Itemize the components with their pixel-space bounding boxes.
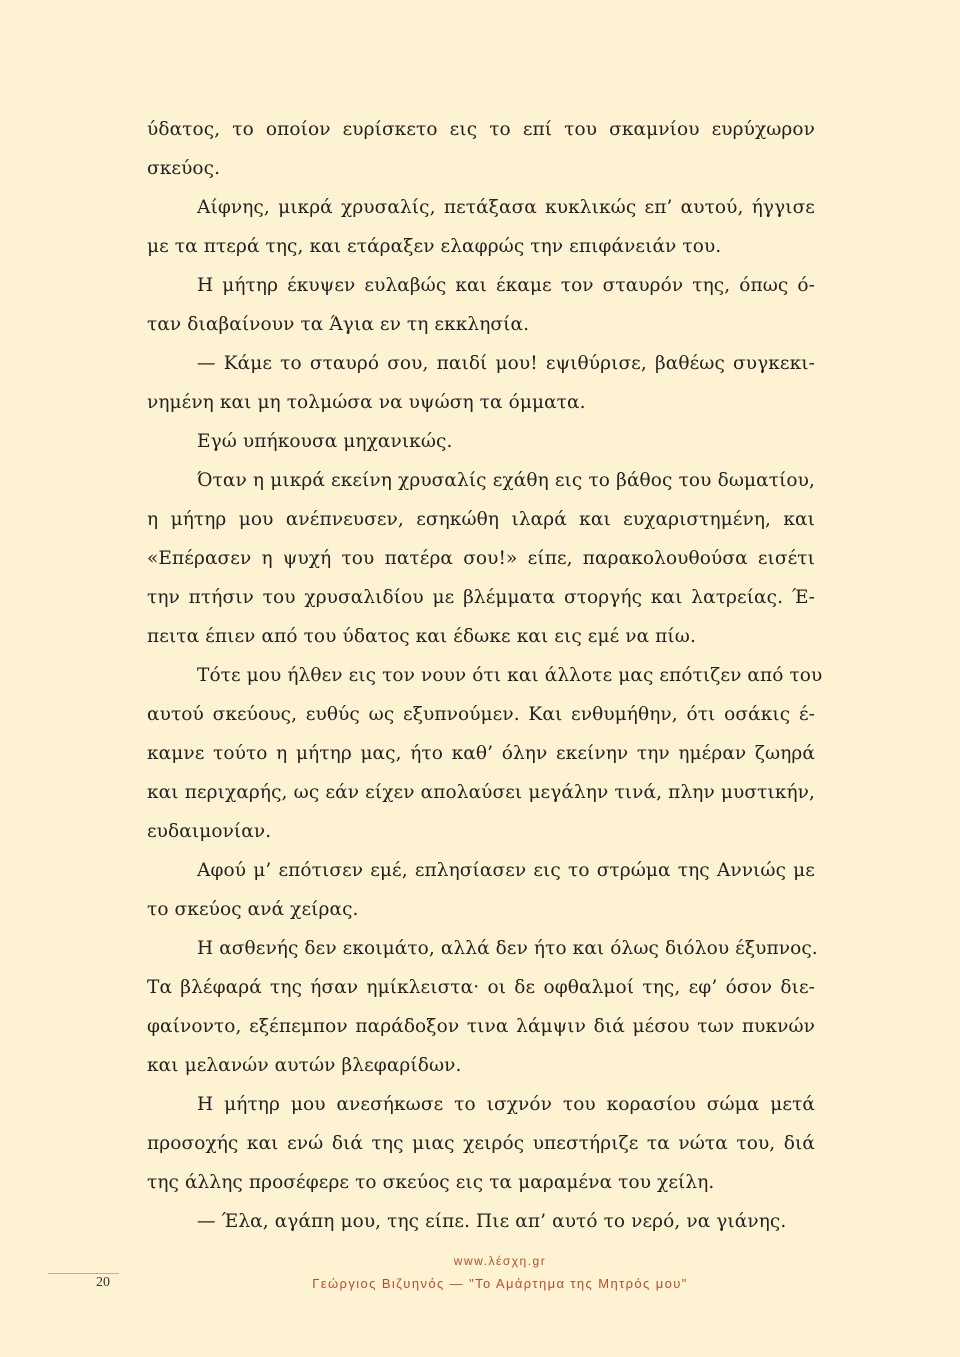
text-line: Η μήτηρ μου ανεσήκωσε το ισχνόν του κορασίου σώμα μετά: [197, 1094, 815, 1115]
text-line: — Έλα, αγάπη μου, της είπε. Πιε απ’ αυτό το νερό, να γιάνης.: [197, 1211, 787, 1232]
text-line: αυτού σκεύους, ευθύς ως εξυπνούμεν. Και ενθυμήθην, ότι οσάκις έ-: [147, 704, 815, 725]
text-line: ευδαιμονίαν.: [147, 821, 272, 842]
text-line: Εγώ υπήκουσα μηχανικώς.: [197, 431, 453, 452]
text-line: Αίφνης, μικρά χρυσαλίς, πετάξασα κυκλικώς επ’ αυτού, ήγγισε: [197, 197, 815, 218]
text-line: της άλλης προσέφερε το σκεύος εις τα μαραμένα του χείλη.: [147, 1172, 715, 1193]
text-line: σκεύος.: [147, 158, 221, 179]
text-line: ταν διαβαίνουν τα Άγια εν τη εκκλησία.: [147, 314, 530, 335]
text-line: Η ασθενής δεν εκοιμάτο, αλλά δεν ήτο και όλως διόλου έξυπνος.: [197, 938, 818, 959]
page-number: 20: [96, 1275, 110, 1290]
text-line: προσοχής και ενώ διά της μιας χειρός υπεστήριζε τα νώτα του, διά: [147, 1133, 815, 1154]
text-line: με τα πτερά της, και ετάραξεν ελαφρώς την επιφάνειάν του.: [147, 236, 722, 257]
text-line: Αφού μ’ επότισεν εμέ, επλησίασεν εις το στρώμα της Αννιώς με: [197, 860, 815, 881]
text-line: και μελανών αυτών βλεφαρίδων.: [147, 1055, 462, 1076]
footer-book-title: Γεώργιος Βιζυηνός — "Το Αμάρτημα της Μητρός μου": [312, 1276, 688, 1291]
text-line: νημένη και μη τολμώσα να υψώση τα όμματα.: [147, 392, 586, 413]
text-line: η μήτηρ μου ανέπνευσεν, εσηκώθη ιλαρά και ευχαριστημένη, και: [147, 509, 815, 530]
text-line: «Επέρασεν η ψυχή του πατέρα σου!» είπε, παρακολουθούσα εισέτι: [147, 548, 815, 569]
text-line: και περιχαρής, ως εάν είχεν απολαύσει μεγάλην τινά, πλην μυστικήν,: [147, 782, 815, 803]
text-line: Τότε μου ήλθεν εις τον νουν ότι και άλλοτε μας επότιζεν από του: [197, 665, 823, 686]
text-line: πειτα έπιεν από του ύδατος και έδωκε και εις εμέ να πίω.: [147, 626, 696, 647]
text-line: την πτήσιν του χρυσαλιδίου με βλέμματα στοργής και λατρείας. Έ-: [147, 587, 815, 608]
text-line: Η μήτηρ έκυψεν ευλαβώς και έκαμε τον σταυρόν της, όπως ό-: [197, 275, 815, 296]
text-line: καμνε τούτο η μήτηρ μας, ήτο καθ’ όλην εκείνην την ημέραν ζωηρά: [147, 743, 815, 764]
text-line: Τα βλέφαρά της ήσαν ημίκλειστα· οι δε οφθαλμοί της, εφ’ όσον διε-: [147, 977, 815, 998]
footer-divider: [48, 1273, 119, 1274]
body-text: [147, 110, 823, 1241]
footer-site-link[interactable]: www.λέσχη.gr: [453, 1254, 547, 1268]
text-line: — Κάμε το σταυρό σου, παιδί μου! εψιθύρισε, βαθέως συγκεκι-: [197, 353, 815, 374]
text-line: ύδατος, το οποίον ευρίσκετο εις το επί του σκαμνίου ευρύχωρον: [147, 119, 815, 140]
text-line: το σκεύος ανά χείρας.: [147, 899, 359, 920]
text-line: φαίνοντο, εξέπεμπον παράδοξον τινα λάμψιν διά μέσου των πυκνών: [147, 1016, 815, 1037]
text-line: Όταν η μικρά εκείνη χρυσαλίς εχάθη εις το βάθος του δωματίου,: [197, 470, 815, 491]
